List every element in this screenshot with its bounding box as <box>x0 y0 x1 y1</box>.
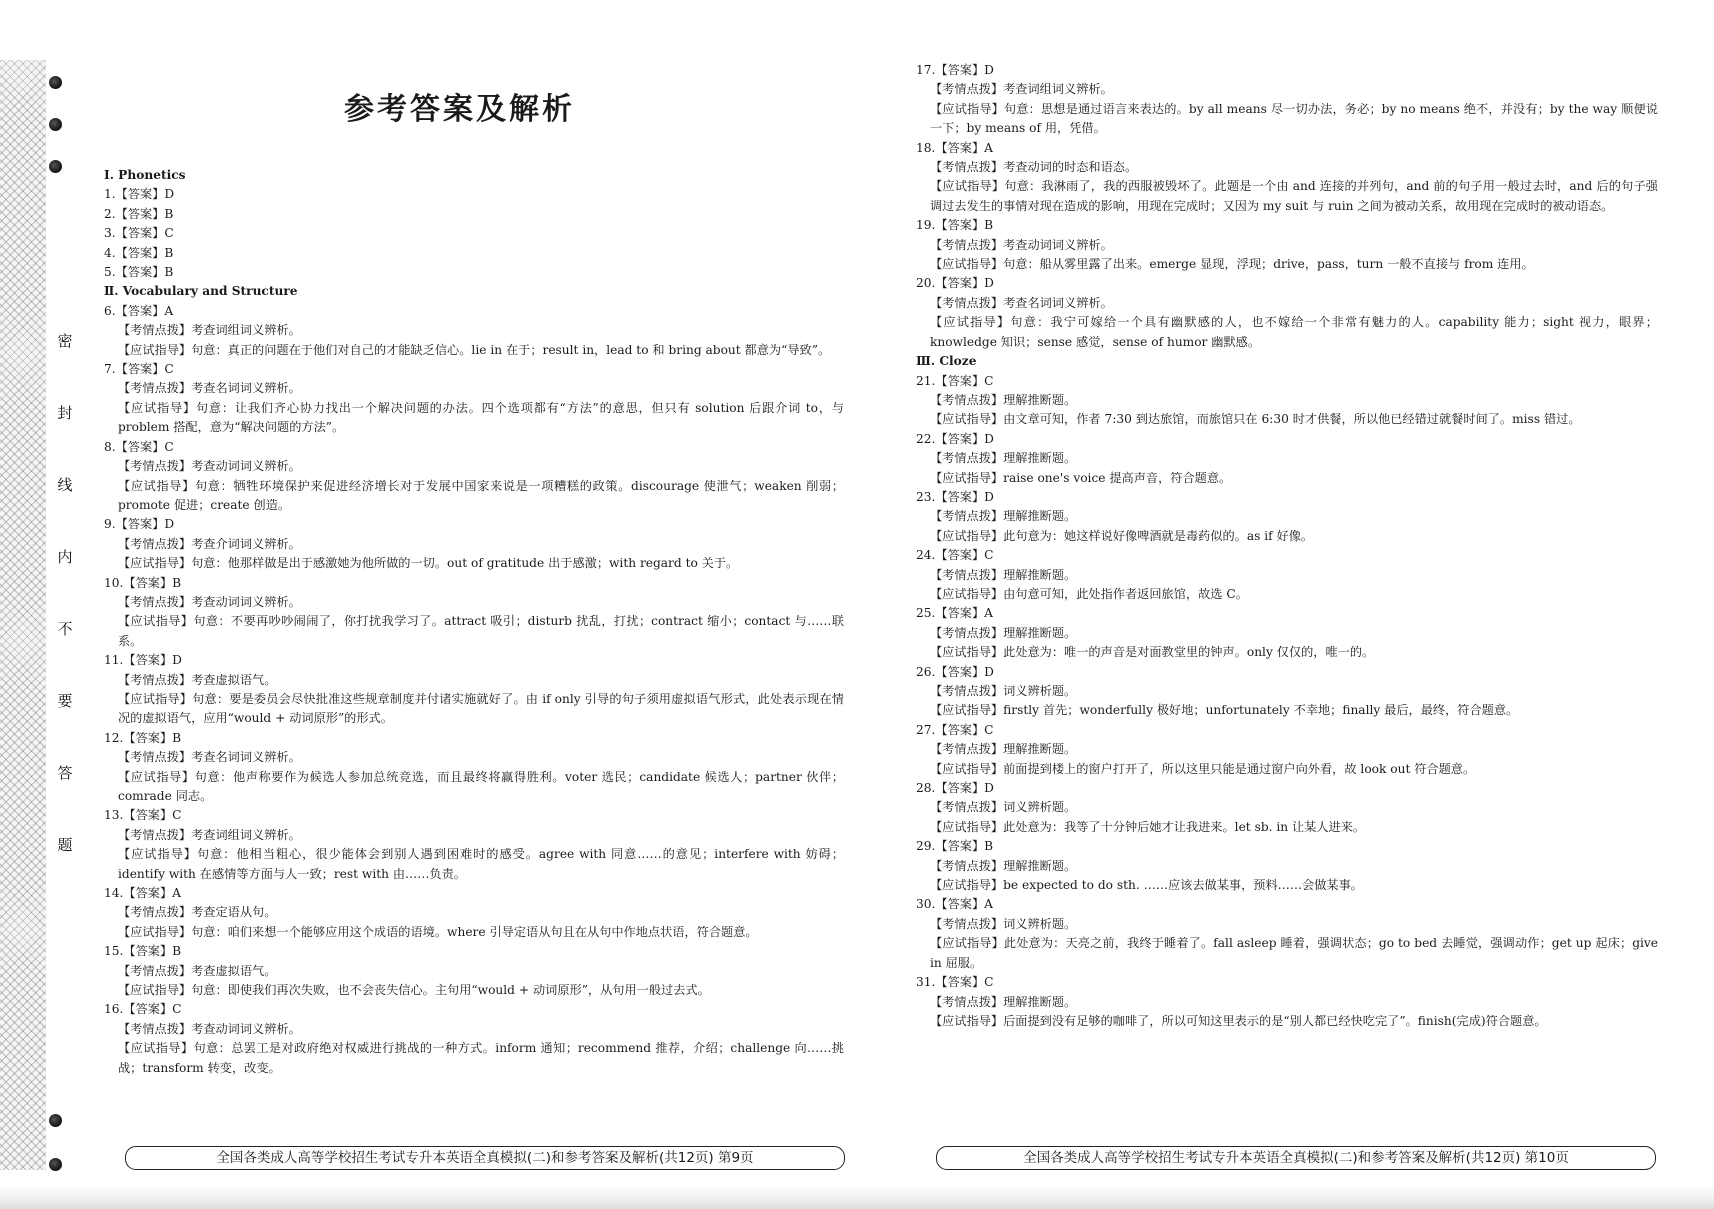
right-page <box>916 0 1658 1209</box>
right-page-content <box>916 61 1658 1031</box>
explanation-line: 【考情点拨】理解推断题。 <box>930 392 1077 407</box>
answer-line: 12.【答案】B <box>104 730 182 745</box>
explanation-line: 【考情点拨】考查动词词义辨析。 <box>118 594 301 609</box>
answer-line: 18.【答案】A <box>916 140 993 155</box>
left-page-content <box>104 166 844 1078</box>
answer-line: 4.【答案】B <box>104 245 174 260</box>
explanation-line: 【应试指导】句意：船从雾里露了出来。emerge 显现，浮现；drive，pass，turn 一般不直接与 from 连用。 <box>930 257 1534 272</box>
explanation-line: 【考情点拨】理解推断题。 <box>930 509 1077 524</box>
explanation-line: 【考情点拨】考查动词词义辨析。 <box>930 237 1113 252</box>
answer-line: 10.【答案】B <box>104 575 182 590</box>
explanation-line: 【应试指导】firstly 首先；wonderfully 极好地；unfortunately 不幸地；finally 最后，最终，符合题意。 <box>930 703 1519 718</box>
explanation-line: 【考情点拨】词义辨析题。 <box>930 800 1077 815</box>
explanation-line: 【应试指导】句意：不要再吵吵闹闹了，你打扰我学习了。attract 吸引；disturb 扰乱，打扰；contract 缩小；contact 与……联系。 <box>118 614 844 648</box>
binding-hole <box>49 1158 62 1171</box>
explanation-line: 【考情点拨】考查动词词义辨析。 <box>118 459 301 474</box>
answer-line: 11.【答案】D <box>104 653 182 668</box>
answer-line: 23.【答案】D <box>916 489 994 504</box>
explanation-line: 【应试指导】此处意为：天亮之前，我终于睡着了。fall asleep 睡着，强调状态；go to bed 去睡觉，强调动作；get up 起床；give in 屈服。 <box>930 936 1658 970</box>
answer-line: 5.【答案】B <box>104 265 174 280</box>
answer-line: 14.【答案】A <box>104 886 181 901</box>
explanation-line: 【考情点拨】考查虚拟语气。 <box>118 672 277 687</box>
explanation-line: 【应试指导】由文章可知，作者 7:30 到达旅馆，而旅馆只在 6:30 时才供餐，所以他已经错过就餐时间了。miss 错过。 <box>930 412 1581 427</box>
section-heading: Ⅲ. Cloze <box>916 354 977 369</box>
explanation-line: 【应试指导】句意：牺牲环境保护来促进经济增长对于发展中国家来说是一项糟糕的政策。discourage 使泄气；weaken 削弱；promote 促进；create 创造。 <box>118 478 844 512</box>
left-page-footer: 全国各类成人高等学校招生考试专升本英语全真模拟(二)和参考答案及解析(共12页) 第9页 <box>125 1146 845 1170</box>
explanation-line: 【应试指导】句意：让我们齐心协力找出一个解决问题的办法。四个选项都有“方法”的意思，但只有 solution 后跟介词 to，与 problem 搭配，意为“解决问题的方法”。 <box>118 400 844 435</box>
seal-character: 答 <box>52 762 78 783</box>
answer-line: 29.【答案】B <box>916 839 994 854</box>
answer-line: 20.【答案】D <box>916 276 994 291</box>
explanation-line: 【考情点拨】理解推断题。 <box>930 625 1077 640</box>
explanation-line: 【应试指导】raise one's voice 提高声音，符合题意。 <box>930 470 1232 485</box>
explanation-line: 【考情点拨】考查动词词义辨析。 <box>118 1021 301 1036</box>
binding-hole <box>49 160 62 173</box>
explanation-line: 【考情点拨】考查定语从句。 <box>118 905 277 920</box>
answer-line: 27.【答案】C <box>916 722 994 737</box>
answer-line: 16.【答案】C <box>104 1002 182 1017</box>
answer-line: 28.【答案】D <box>916 781 994 796</box>
right-page-footer: 全国各类成人高等学校招生考试专升本英语全真模拟(二)和参考答案及解析(共12页) 第10页 <box>936 1146 1656 1170</box>
answer-line: 7.【答案】C <box>104 362 174 377</box>
section-heading: Ⅰ. Phonetics <box>104 168 186 182</box>
explanation-line: 【考情点拨】考查名词词义辨析。 <box>118 381 301 396</box>
explanation-line: 【应试指导】由句意可知，此处指作者返回旅馆，故选 C。 <box>930 586 1248 601</box>
seal-character: 内 <box>52 546 78 567</box>
seal-character: 不 <box>52 618 78 639</box>
explanation-line: 【应试指导】句意：他相当粗心，很少能体会到别人遇到困难时的感受。agree with 同意……的意见；interfere with 妨碍；identify with 在感情等方面与人一致；rest with 由……负责。 <box>118 847 844 881</box>
seal-character: 封 <box>52 402 78 423</box>
answer-line: 1.【答案】D <box>104 187 175 202</box>
seal-character: 线 <box>52 474 78 495</box>
explanation-line: 【应试指导】此处意为：唯一的声音是对面教堂里的钟声。only 仅仅的，唯一的。 <box>930 645 1375 660</box>
explanation-line: 【考情点拨】考查名词词义辨析。 <box>118 750 301 765</box>
explanation-line: 【考情点拨】考查虚拟语气。 <box>118 963 277 978</box>
explanation-line: 【应试指导】后面提到没有足够的咖啡了，所以可知这里表示的是“别人都已经快吃完了”。finish(完成)符合题意。 <box>930 1013 1547 1028</box>
answer-line: 22.【答案】D <box>916 431 994 446</box>
answer-line: 13.【答案】C <box>104 808 182 823</box>
explanation-line: 【应试指导】句意：我宁可嫁给一个具有幽默感的人，也不嫁给一个非常有魅力的人。capability 能力；sight 视力，眼界；knowledge 知识；sense 感觉，sense of humor 幽默感。 <box>930 315 1658 349</box>
explanation-line: 【应试指导】句意：总罢工是对政府绝对权威进行挑战的一种方式。inform 通知；recommend 推荐，介绍；challenge 向……挑战；transform 转变，改变。 <box>118 1041 844 1075</box>
answer-line: 3.【答案】C <box>104 226 174 241</box>
scan-edge <box>0 1185 1714 1209</box>
explanation-line: 【应试指导】be expected to do sth. ……应该去做某事，预料……会做某事。 <box>930 878 1363 893</box>
binding-hole <box>49 118 62 131</box>
answer-line: 2.【答案】B <box>104 206 174 221</box>
answer-line: 26.【答案】D <box>916 664 994 679</box>
explanation-line: 【考情点拨】理解推断题。 <box>930 451 1077 466</box>
seal-character: 题 <box>52 834 78 855</box>
answer-line: 8.【答案】C <box>104 439 174 454</box>
answer-line: 19.【答案】B <box>916 218 994 233</box>
left-page <box>104 0 844 1209</box>
explanation-line: 【考情点拨】考查介词词义辨析。 <box>118 536 301 551</box>
answer-line: 21.【答案】C <box>916 373 994 388</box>
seal-character: 要 <box>52 690 78 711</box>
answer-line: 24.【答案】C <box>916 548 994 563</box>
seal-character: 密 <box>52 330 78 351</box>
page-title: 参考答案及解析 <box>344 92 575 127</box>
explanation-line: 【考情点拨】考查词组词义辨析。 <box>118 827 301 842</box>
explanation-line: 【考情点拨】考查动词的时态和语态。 <box>930 160 1138 175</box>
explanation-line: 【考情点拨】理解推断题。 <box>930 858 1077 873</box>
answer-line: 31.【答案】C <box>916 975 994 990</box>
explanation-line: 【考情点拨】理解推断题。 <box>930 567 1077 582</box>
explanation-line: 【应试指导】句意：他那样做是出于感激她为他所做的一切。out of gratitude 出于感激；with regard to 关于。 <box>118 556 739 571</box>
binding-margin <box>0 60 46 1170</box>
binding-hole <box>49 76 62 89</box>
answer-line: 17.【答案】D <box>916 63 994 77</box>
explanation-line: 【应试指导】句意：他声称要作为候选人参加总统竞选，而且最终将赢得胜利。voter 选民；candidate 候选人；partner 伙伴；comrade 同志。 <box>118 769 844 803</box>
explanation-line: 【考情点拨】词义辨析题。 <box>930 684 1077 698</box>
explanation-line: 【应试指导】此句意为：她这样说好像啤酒就是毒药似的。as if 好像。 <box>930 528 1314 543</box>
answer-line: 25.【答案】A <box>916 606 993 621</box>
explanation-line: 【应试指导】句意：要是委员会尽快批准这些规章制度并付诸实施就好了。由 if only 引导的句子须用虚拟语气形式，此处表示现在情况的虚拟语气，应用“would + 动词原形”的形式。 <box>118 691 844 726</box>
binding-hole <box>49 1114 62 1127</box>
explanation-line: 【应试指导】句意：咱们来想一个能够应用这个成语的语境。where 引导定语从句且在从句中作地点状语，符合题意。 <box>118 924 758 939</box>
answer-line: 6.【答案】A <box>104 303 174 318</box>
section-heading: Ⅱ. Vocabulary and Structure <box>104 284 298 299</box>
explanation-line: 【考情点拨】考查词组词义辨析。 <box>930 82 1113 97</box>
explanation-line: 【考情点拨】词义辨析题。 <box>930 916 1077 931</box>
explanation-line: 【应试指导】句意：即使我们再次失败，也不会丧失信心。主句用“would + 动词原形”，从句用一般过去式。 <box>118 983 710 998</box>
explanation-line: 【应试指导】句意：思想是通过语言来表达的。by all means 尽一切办法，务必；by no means 绝不，并没有；by the way 顺便说一下；by means of 用，凭借。 <box>930 101 1658 136</box>
explanation-line: 【应试指导】句意：真正的问题在于他们对自己的才能缺乏信心。lie in 在于；result in，lead to 和 bring about 都意为“导致”。 <box>118 342 831 357</box>
explanation-line: 【考情点拨】考查词组词义辨析。 <box>118 323 301 338</box>
explanation-line: 【应试指导】前面提到楼上的窗户打开了，所以这里只能是通过窗户向外看，故 look out 符合题意。 <box>930 761 1476 776</box>
explanation-line: 【考情点拨】理解推断题。 <box>930 742 1077 757</box>
answer-line: 9.【答案】D <box>104 517 175 532</box>
explanation-line: 【应试指导】此处意为：我等了十分钟后她才让我进来。let sb. in 让某人进来。 <box>930 819 1366 834</box>
explanation-line: 【应试指导】句意：我淋雨了，我的西服被毁坏了。此题是一个由 and 连接的并列句，and 前的句子用一般过去时，and 后的句子强调过去发生的事情对现在造成的影响，用现在完成时；又因为 my suit 与 ruin 之间为被动关系，故用现在完成时的被动语态。 <box>930 179 1658 213</box>
answer-line: 30.【答案】A <box>916 897 993 912</box>
explanation-line: 【考情点拨】考查名词词义辨析。 <box>930 295 1113 310</box>
explanation-line: 【考情点拨】理解推断题。 <box>930 994 1077 1009</box>
answer-line: 15.【答案】B <box>104 944 182 959</box>
